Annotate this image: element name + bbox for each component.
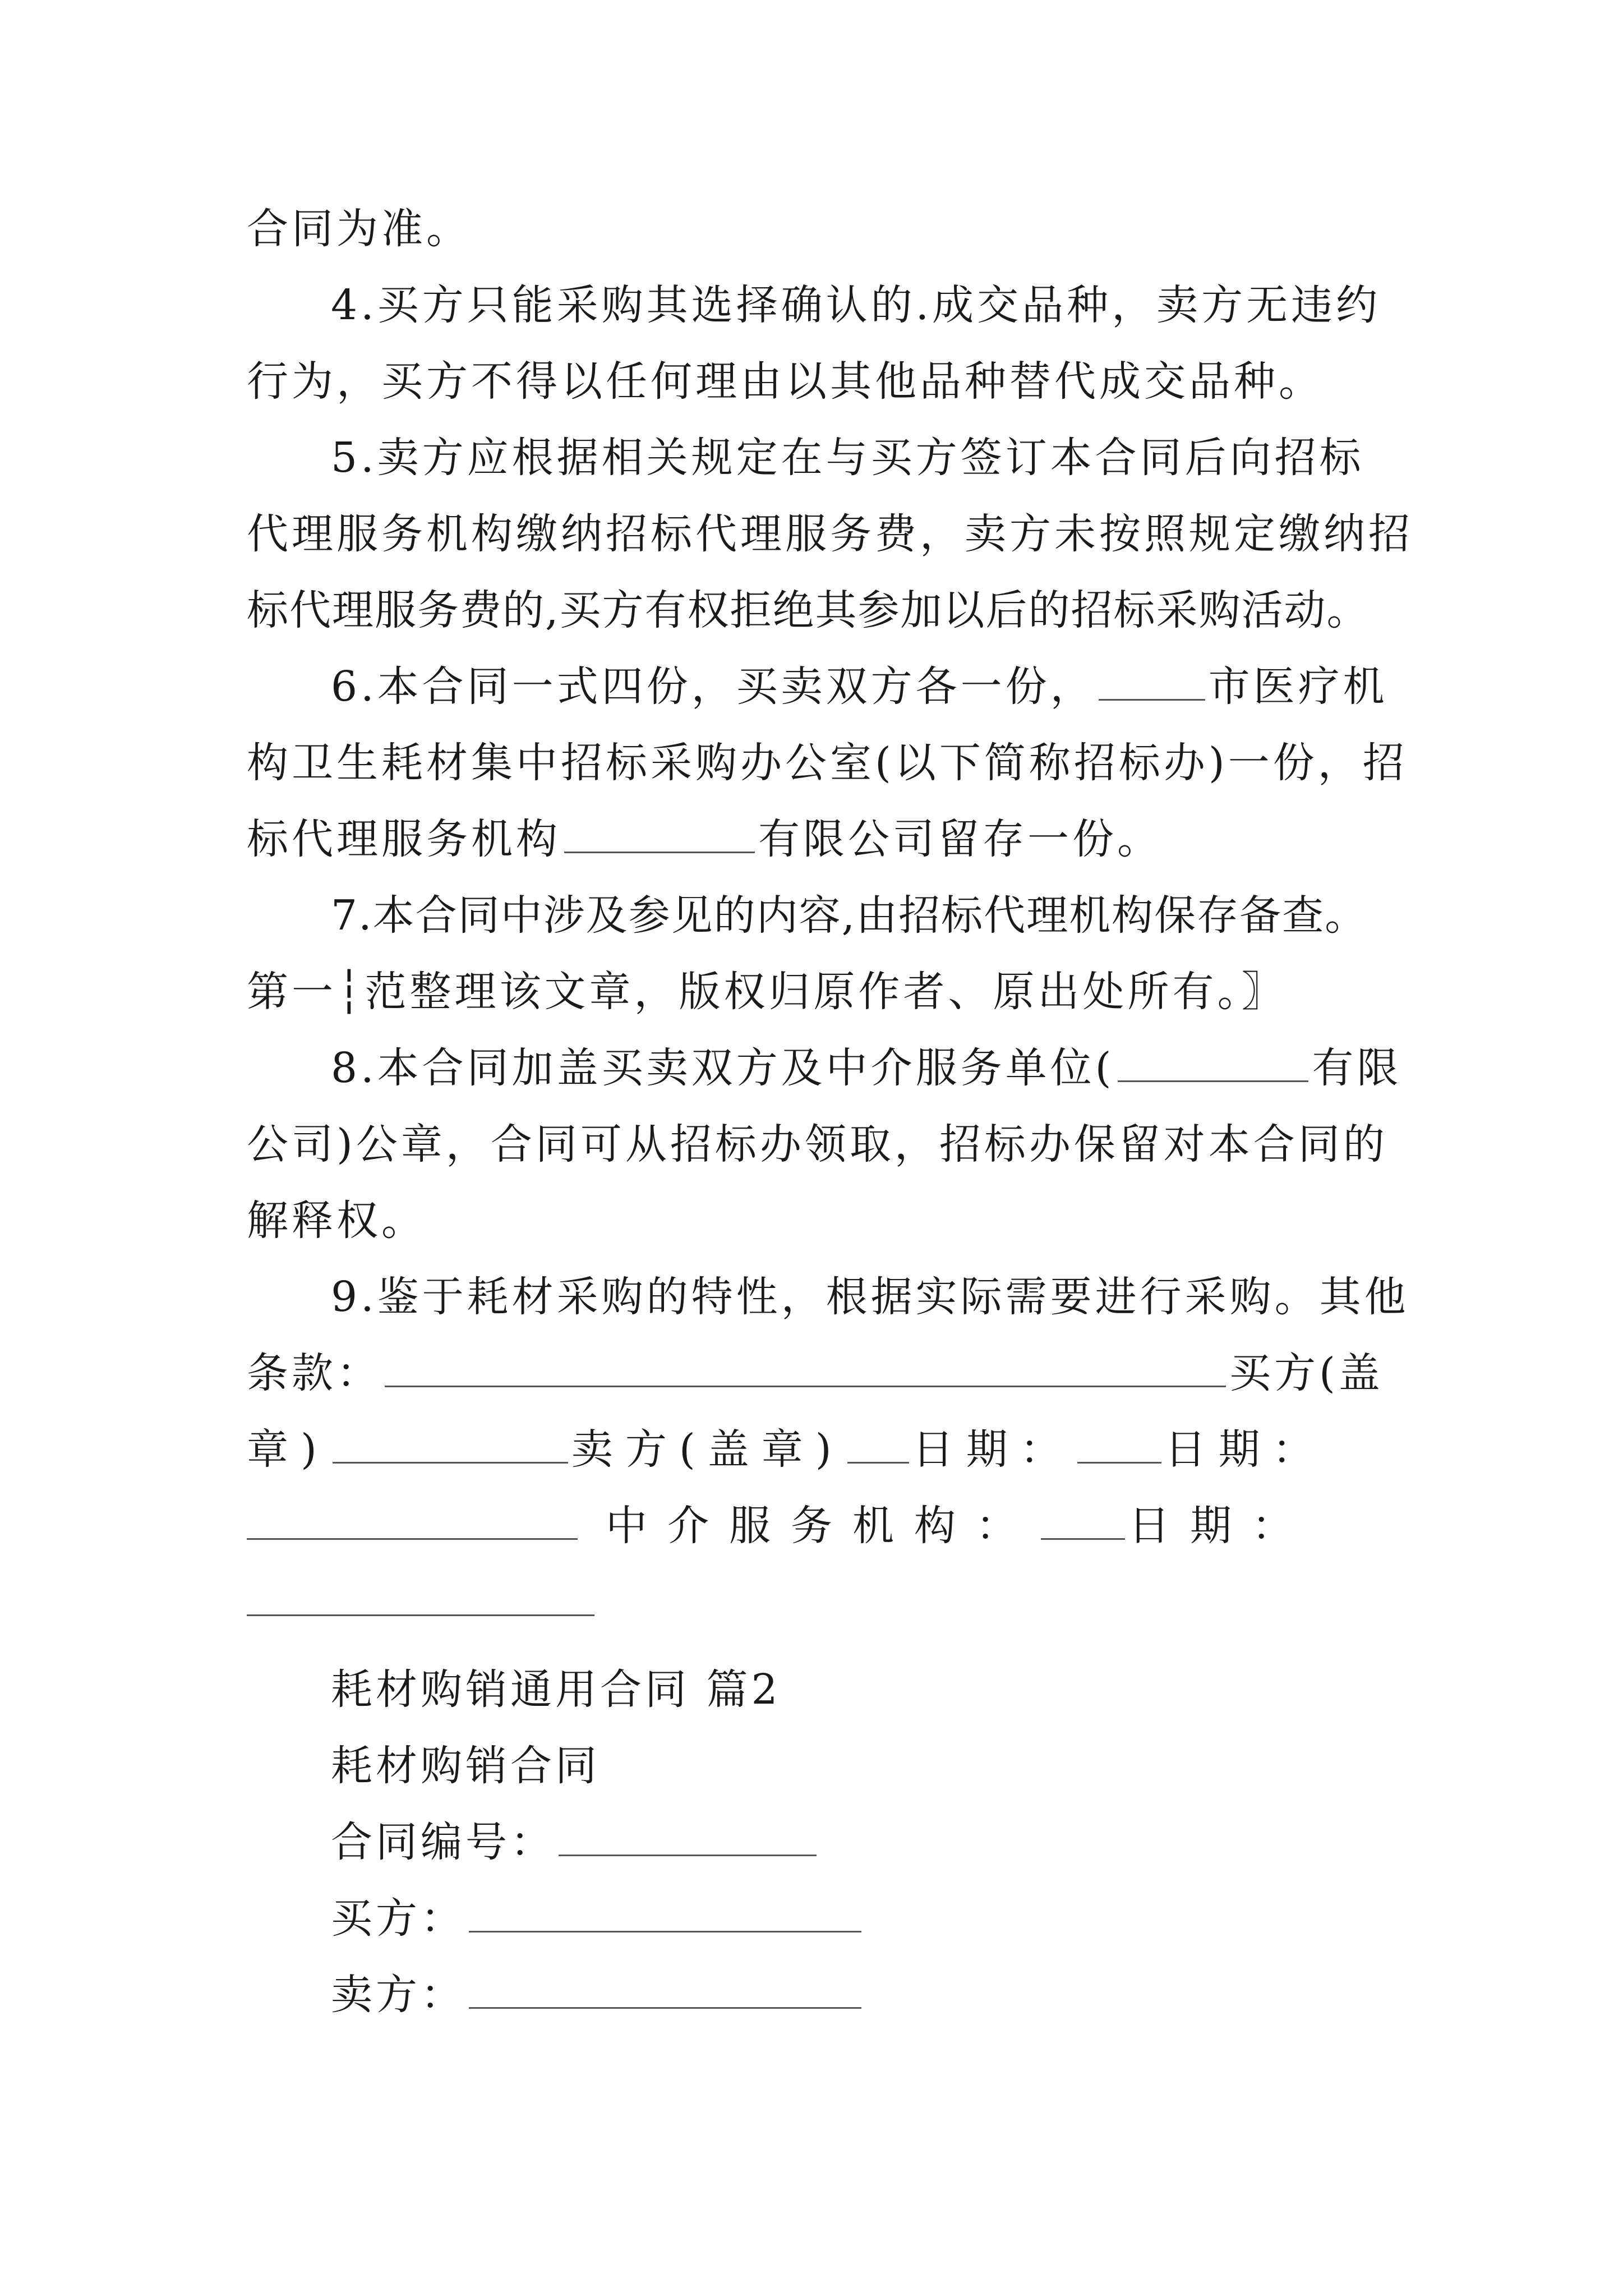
contract-number-blank xyxy=(559,1821,817,1856)
clause-5-line-1: 5.卖方应根据相关规定在与买方签订本合同后向招标 xyxy=(331,434,1364,482)
clause-8-line-3: 解释权。 xyxy=(247,1197,426,1245)
clause-4-line-1: 4.买方只能采购其选择确认的.成交品种，卖方无违约 xyxy=(331,281,1381,329)
intermediary-date-blank xyxy=(247,1581,594,1616)
clause-5-line-3: 标代理服务费的,买方有权拒绝其参加以后的招标采购活动。 xyxy=(247,586,1370,634)
agency-name-blank xyxy=(564,818,755,853)
signature-line-3 xyxy=(247,1564,1391,1640)
clause-9-line-1: 9.鉴于耗材采购的特性，根据实际需要进行采购。其他 xyxy=(331,1273,1409,1321)
section-2-subtitle: 耗材购销合同 xyxy=(331,1742,600,1790)
paragraph-line: 合同为准。 xyxy=(247,205,471,253)
document-page xyxy=(247,191,1413,2033)
clause-6-line-2: 构卫生耗材集中招标采购办公室(以下简称招标办)一份，招 xyxy=(247,739,1408,787)
section-2-title: 耗材购销通用合同 篇2 xyxy=(331,1665,781,1714)
intermediary-name-blank xyxy=(1118,1047,1308,1082)
clause-8-line-2: 公司)公章，合同可从招标办领取，招标办保留对本合同的 xyxy=(247,1120,1388,1168)
clause-9-line-2: 条款： 买方(盖 xyxy=(247,1349,1384,1397)
buyer-field: 买方： xyxy=(247,1880,1391,1957)
clause-8-line-1: 8.本合同加盖买卖双方及中介服务单位( 有限 xyxy=(331,1044,1402,1092)
city-blank xyxy=(1099,665,1205,701)
seller-seal-blank xyxy=(847,1428,909,1464)
clause-6-line-1: 6.本合同一式四份，买卖双方各一份， 市医疗机 xyxy=(331,662,1388,711)
date-blank xyxy=(1077,1428,1161,1464)
date-value-blank xyxy=(247,1504,578,1540)
signature-line-1: 章) 卖方(盖章) 日期： 日期： xyxy=(247,1425,1326,1474)
buyer-blank xyxy=(469,1897,861,1932)
intermediary-seal-blank xyxy=(1041,1504,1125,1540)
clause-4-line-2: 行为，买方不得以任何理由以其他品种替代成交品种。 xyxy=(247,357,1324,406)
clause-7-line-2: 第一┆范整理该文章，版权归原作者、原出处所有。〗 xyxy=(247,968,1287,1016)
clause-6-line-3: 标代理服务机构 有限公司留存一份。 xyxy=(247,815,1162,863)
clause-5-line-2: 代理服务机构缴纳招标代理服务费，卖方未按照规定缴纳招 xyxy=(247,510,1413,558)
signature-line-2: 中介服务机构： 日期： xyxy=(247,1488,1391,1564)
seller-field: 卖方： xyxy=(247,1957,1391,2033)
clause-7-line-1: 7.本合同中涉及参见的内容,由招标代理机构保存备查。 xyxy=(331,891,1368,940)
seller-blank xyxy=(469,1973,861,2009)
buyer-seal-blank xyxy=(333,1428,568,1464)
contract-number-field: 合同编号： xyxy=(247,1804,1391,1880)
other-terms-blank xyxy=(385,1352,1226,1387)
